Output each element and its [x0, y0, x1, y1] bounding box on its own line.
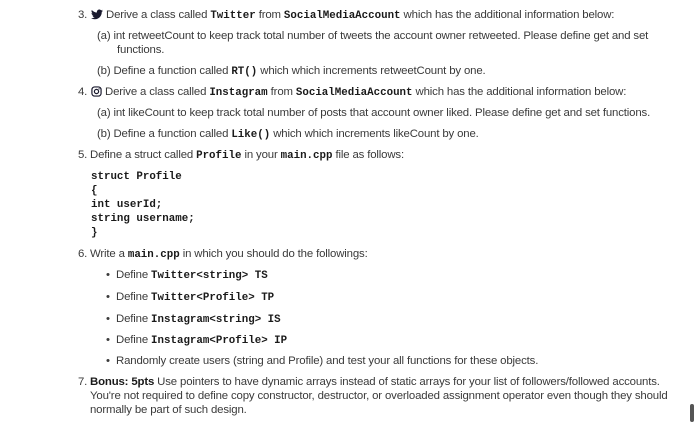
bullet-dot: •	[106, 313, 110, 325]
code-line: }	[91, 227, 98, 239]
list-item: Define Instagram<Profile> IP	[116, 334, 288, 347]
bullet-dot: •	[106, 355, 110, 367]
item-4a: (a) int likeCount to keep track total number of posts that account owner liked. Please define get and set functions.	[97, 107, 651, 119]
item-6-text: Write a main.cpp in which you should do the followings:	[90, 248, 368, 261]
bonus-label: Bonus: 5pts	[90, 376, 155, 388]
list-item: Randomly create users (string and Profile) and test your all functions for these objects.	[116, 355, 539, 367]
instagram-icon	[91, 86, 102, 101]
code-line: {	[91, 185, 98, 197]
item-3b: (b) Define a function called RT() which which increments retweetCount by one.	[97, 65, 486, 78]
list-item: Define Twitter<string> TS	[116, 269, 268, 282]
item-3a-line2: functions.	[117, 44, 165, 56]
code-line: string username;	[91, 213, 195, 225]
item-7-number: 7.	[78, 376, 88, 388]
item-3-text: Derive a class called Twitter from SocialMediaAccount which has the additional information below:	[91, 8, 614, 24]
code-line: struct Profile	[91, 171, 182, 183]
bullet-dot: •	[106, 334, 110, 346]
item-7-line1: Bonus: 5pts Use pointers to have dynamic arrays instead of static arrays for your list of followers/followed accounts.	[90, 376, 660, 388]
item-4-text: Derive a class called Instagram from SocialMediaAccount which has the additional information below:	[91, 85, 626, 101]
scrollbar-thumb[interactable]	[690, 404, 694, 422]
item-7-line3: normally be part of such design.	[90, 404, 247, 416]
item-5-number: 5.	[78, 149, 88, 161]
bullet-dot: •	[106, 291, 110, 303]
bullet-dot: •	[106, 269, 110, 281]
item-7-line2: You're not required to define copy constructor, destructor, or overloaded assignment operator even though they should	[90, 390, 668, 402]
item-4b: (b) Define a function called Like() which which increments likeCount by one.	[97, 128, 479, 141]
twitter-bird-icon	[91, 9, 103, 24]
item-4-number: 4.	[78, 86, 88, 98]
item-5-text: Define a struct called Profile in your main.cpp file as follows:	[90, 149, 404, 162]
item-3-number: 3.	[78, 9, 88, 21]
item-6-number: 6.	[78, 248, 88, 260]
item-3a-line1: (a) int retweetCount to keep track total number of tweets the account owner retweeted. Please define get and set	[97, 30, 649, 42]
code-line: int userId;	[91, 199, 163, 211]
list-item: Define Instagram<string> IS	[116, 313, 281, 326]
list-item: Define Twitter<Profile> TP	[116, 291, 275, 304]
